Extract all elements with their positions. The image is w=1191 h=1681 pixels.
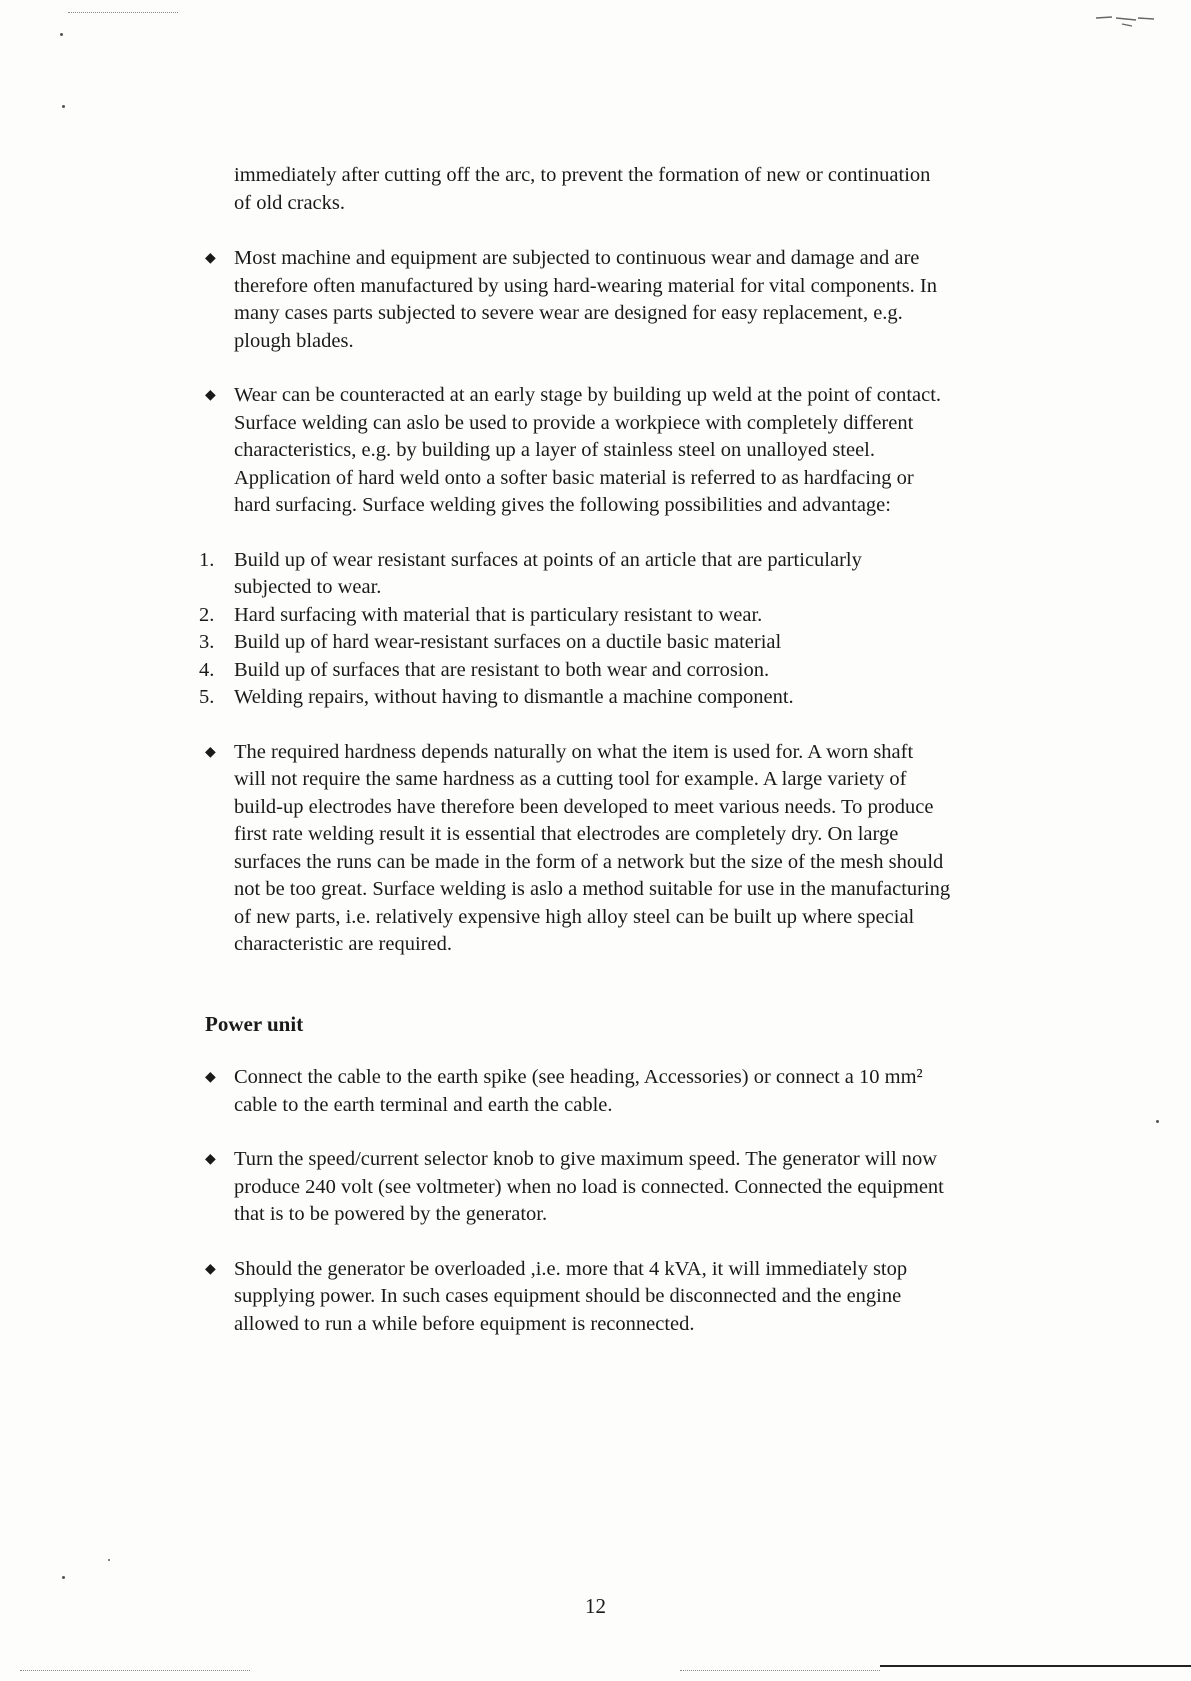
diamond-bullet-icon: ◆ <box>205 1152 216 1167</box>
section-heading-power-unit: Power unit <box>205 1011 304 1036</box>
scan-speck <box>62 105 65 108</box>
bullet-overload <box>205 1256 1085 1339</box>
text-line: Build up of wear resistant surfaces at points of an article that are particularly <box>234 548 862 571</box>
bullet-required-hardness <box>205 739 1085 959</box>
scan-artifact-top-right <box>1092 12 1162 32</box>
text-line: subjected to wear. <box>234 576 382 598</box>
text-line: Hard surfacing with material that is particulary resistant to wear. <box>234 603 763 626</box>
diamond-bullet-icon: ◆ <box>205 251 216 266</box>
text-line: of new parts, i.e. relatively expensive high alloy steel can be built up where special <box>234 905 915 928</box>
scan-artifact-bottom-line <box>880 1665 1191 1667</box>
list-number: 1. <box>199 548 215 571</box>
scan-speck <box>60 33 63 36</box>
text-line: Welding repairs, without having to dismantle a machine component. <box>234 686 794 708</box>
scan-speck <box>108 1559 110 1561</box>
bullet-surface-welding <box>205 382 1085 520</box>
bullet-wear-damage <box>205 245 1085 355</box>
text-line: supplying power. In such cases equipment should be disconnected and the engine <box>234 1285 902 1307</box>
text-line: Wear can be counteracted at an early stage by building up weld at the point of contact. <box>234 384 942 406</box>
diamond-bullet-icon: ◆ <box>205 388 216 403</box>
text-line: immediately after cutting off the arc, to prevent the formation of new or continuation <box>234 164 931 186</box>
text-line: characteristics, e.g. by building up a layer of stainless steel on unalloyed steel. <box>234 439 876 461</box>
text-line: allowed to run a while before equipment is reconnected. <box>234 1312 695 1335</box>
advantages-list <box>191 547 1085 712</box>
diamond-bullet-icon: ◆ <box>205 744 216 760</box>
list-item <box>191 602 1085 630</box>
text-line: that is to be powered by the generator. <box>234 1203 548 1225</box>
document-body <box>199 162 1085 1338</box>
text-line: Build up of hard wear-resistant surfaces on a ductile basic material <box>234 631 782 653</box>
list-item <box>191 684 1085 712</box>
text-line: Application of hard weld onto a softer basic material is referred to as hardfacing or <box>234 466 914 489</box>
text-line: Build up of surfaces that are resistant to both wear and corrosion. <box>234 658 770 681</box>
text-line: plough blades. <box>234 329 354 352</box>
list-number: 4. <box>199 658 215 681</box>
diamond-bullet-icon: ◆ <box>205 1261 216 1277</box>
diamond-bullet-icon: ◆ <box>205 1070 216 1085</box>
text-line: The required hardness depends naturally on what the item is used for. A worn shaft <box>234 740 914 763</box>
scan-artifact-top-left <box>68 12 178 14</box>
scan-speck <box>1156 1120 1159 1123</box>
text-line: hard surfacing. Surface welding gives the following possibilities and advantage: <box>234 494 891 516</box>
text-line: of old cracks. <box>234 191 345 214</box>
page-number: 12 <box>585 1594 606 1618</box>
scan-speck <box>62 1576 65 1579</box>
list-number: 5. <box>199 686 215 708</box>
list-item <box>191 629 1085 657</box>
list-number: 2. <box>199 603 215 626</box>
text-line: first rate welding result it is essential that electrodes are completely dry. On large <box>234 823 899 845</box>
scan-artifact-bottom-dots <box>680 1670 880 1672</box>
list-item <box>191 657 1085 685</box>
intro-continuation <box>234 162 1085 217</box>
text-line: Most machine and equipment are subjected to continuous wear and damage and are <box>234 247 920 269</box>
text-line: Should the generator be overloaded ,i.e. more that 4 kVA, it will immediately stop <box>234 1257 908 1280</box>
bullet-selector-knob <box>205 1146 1085 1229</box>
text-line: Turn the speed/current selector knob to give maximum speed. The generator will now <box>234 1148 938 1170</box>
text-line: therefore often manufactured by using hard-wearing material for vital components. In <box>234 274 937 297</box>
text-line: Connect the cable to the earth spike (see heading, Accessories) or connect a 10 mm² <box>234 1066 923 1088</box>
scan-artifact-bottom-left-dots <box>20 1670 250 1672</box>
bullet-earth-cable <box>205 1064 1085 1119</box>
text-line: produce 240 volt (see voltmeter) when no load is connected. Connected the equipment <box>234 1175 944 1198</box>
text-line: cable to the earth terminal and earth the cable. <box>234 1093 613 1116</box>
text-line: not be too great. Surface welding is aslo a method suitable for use in the manufacturing <box>234 878 951 900</box>
text-line: surfaces the runs can be made in the form of a network but the size of the mesh should <box>234 850 944 873</box>
text-line: Surface welding can aslo be used to provide a workpiece with completely different <box>234 411 914 434</box>
text-line: will not require the same hardness as a cutting tool for example. A large variety of <box>234 768 907 790</box>
list-number: 3. <box>199 631 215 653</box>
list-item <box>191 547 1085 602</box>
text-line: build-up electrodes have therefore been developed to meet various needs. To produce <box>234 795 934 818</box>
text-line: characteristic are required. <box>234 933 452 955</box>
text-line: many cases parts subjected to severe wear are designed for easy replacement, e.g. <box>234 302 903 324</box>
